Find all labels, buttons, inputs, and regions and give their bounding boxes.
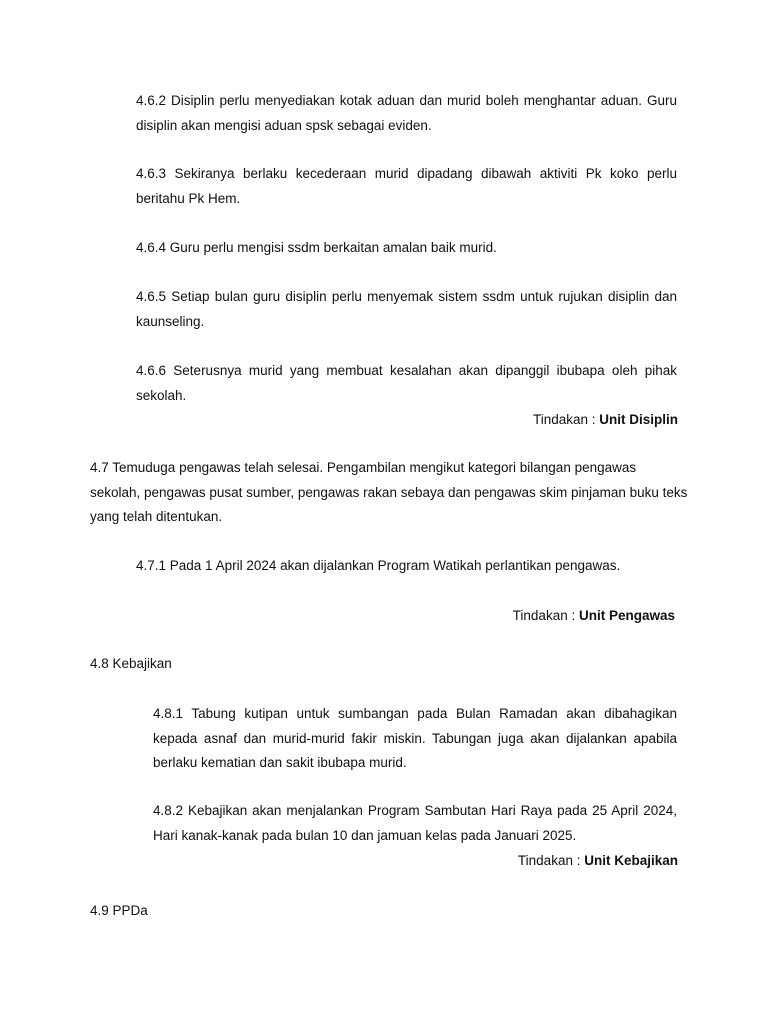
item-4-6-4: 4.6.4 Guru perlu mengisi ssdm berkaitan amalan baik murid. <box>136 240 497 255</box>
section-4-8-heading: 4.8 Kebajikan <box>90 656 172 671</box>
action-unit: Unit Kebajikan <box>584 853 678 868</box>
action-unit: Unit Pengawas <box>578 608 675 623</box>
item-4-8-1: 4.8.1 Tabung kutipan untuk sumbangan pada Bulan Ramadan akan dibahagikan kepada asnaf dan murid-murid fakir miskin. Tabungan juga akan dijalankan apabila berlaku kematian dan sakit ibubapa murid. <box>153 706 677 770</box>
item-4-6-3: 4.6.3 Sekiranya berlaku kecederaan murid dipadang dibawah aktiviti Pk koko perlu beritahu Pk Hem. <box>136 166 677 206</box>
action-unit-pengawas <box>513 606 675 626</box>
item-4-8-2: 4.8.2 Kebajikan akan menjalankan Program Sambutan Hari Raya pada 25 April 2024, Hari kanak-kanak pada bulan 10 dan jamuan kelas pada Januari 2025. <box>153 803 677 843</box>
action-label: Tindakan : <box>517 853 585 868</box>
action-unit: Unit Disiplin <box>599 412 678 427</box>
item-4-6-5: 4.6.5 Setiap bulan guru disiplin perlu menyemak sistem ssdm untuk rujukan disiplin dan kaunseling. <box>136 289 677 329</box>
action-unit-disiplin <box>533 410 678 430</box>
action-unit-kebajikan <box>518 851 678 871</box>
item-4-6-6: 4.6.6 Seterusnya murid yang membuat kesalahan akan dipanggil ibubapa oleh pihak sekolah. <box>136 363 677 403</box>
section-4-7-intro: 4.7 Temuduga pengawas telah selesai. Pengambilan mengikut kategori bilangan pengawas sekolah, pengawas pusat sumber, pengawas rakan sebaya dan pengawas skim pinjaman buku teks yang telah ditentukan. <box>90 460 688 524</box>
action-label: Tindakan : <box>512 608 579 623</box>
item-4-7-1: 4.7.1 Pada 1 April 2024 akan dijalankan Program Watikah perlantikan pengawas. <box>136 558 621 573</box>
action-label: Tindakan : <box>532 412 600 427</box>
section-4-9-heading: 4.9 PPDa <box>90 903 148 918</box>
item-4-6-2: 4.6.2 Disiplin perlu menyediakan kotak aduan dan murid boleh menghantar aduan. Guru disiplin akan mengisi aduan spsk sebagai eviden. <box>136 93 677 133</box>
